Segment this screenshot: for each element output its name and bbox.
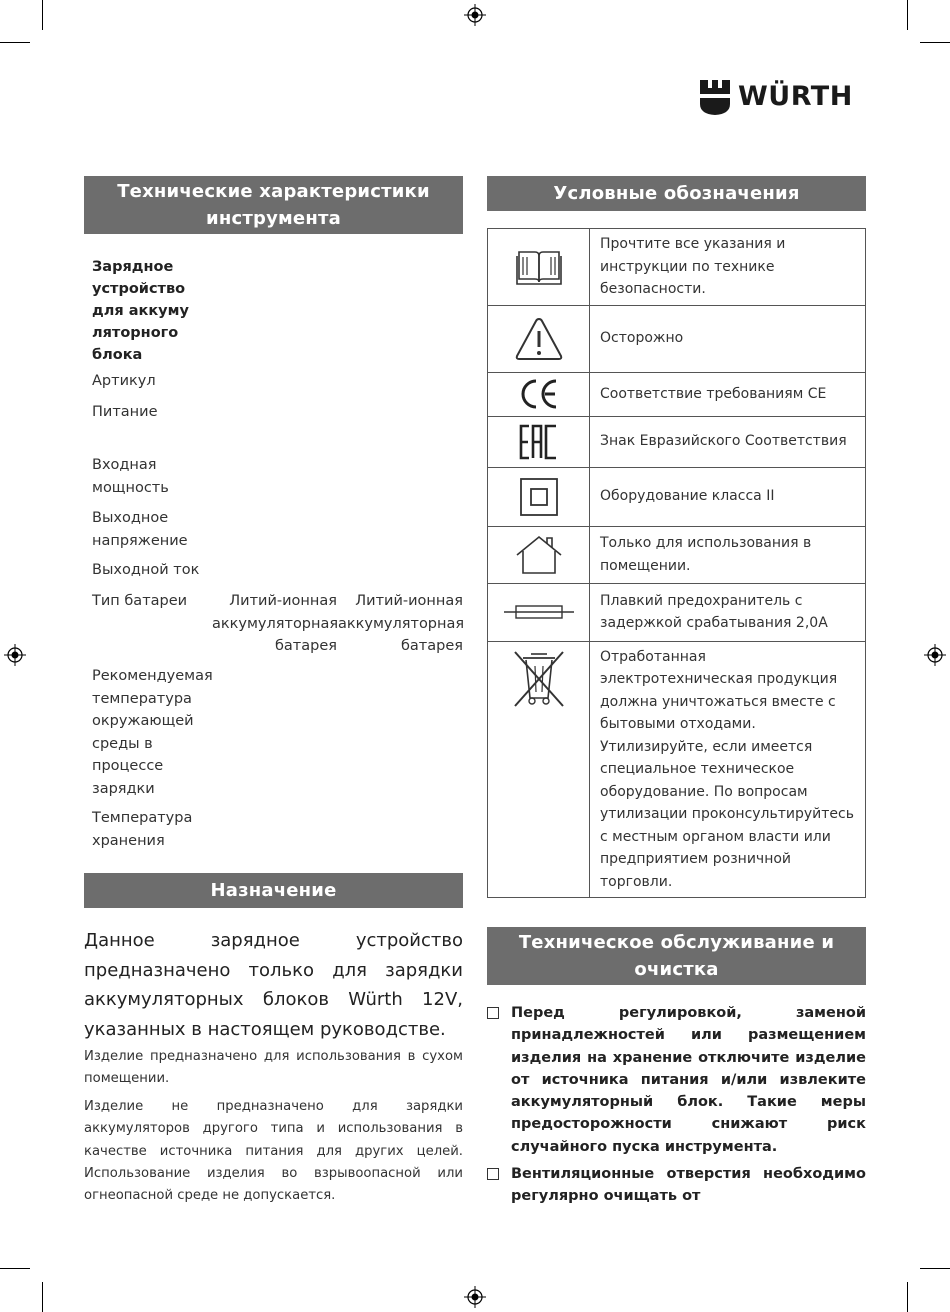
symbol-text: Отработанная электротехническая продукция должна уничтожаться вместе с бытовыми отходами. Утилизируйте, если имеется специальное техническое оборудование. По вопросам утилизации проконсультируйтесь с местным органом власти или предприятием розничной торговли. xyxy=(590,641,866,898)
specs-title xyxy=(92,256,232,366)
symbol-row xyxy=(488,526,866,583)
spec-label-article: Артикул xyxy=(92,373,156,389)
symbol-text: Соответствие требованиям CE xyxy=(590,372,866,416)
crop-mark xyxy=(0,42,30,43)
maintenance-header-text: Техническое обслуживание и очистка xyxy=(518,932,835,980)
specs-title-line: устройство xyxy=(92,281,186,297)
purpose-lead-line: предназначено только для зарядки xyxy=(84,959,463,981)
symbol-row xyxy=(488,583,866,641)
symbols-table xyxy=(487,228,866,898)
purpose-header xyxy=(84,873,463,908)
specs-header-text: Технические характеристики инструмента xyxy=(117,181,430,229)
crop-mark xyxy=(907,1282,908,1312)
maintenance-bullet xyxy=(487,1163,866,1213)
symbol-text: Плавкий предохранитель с задержкой срабатывания 2,0A xyxy=(590,583,866,641)
symbols-header-text: Условные обозначения xyxy=(553,183,800,204)
spec-label-output-voltage: Выходное напряжение xyxy=(92,510,188,549)
fuse-icon xyxy=(504,602,574,622)
crop-mark xyxy=(42,1282,43,1312)
brand-name: WÜRTH xyxy=(738,81,853,112)
battery-value-2: Литий-ионная аккумуляторная батарея xyxy=(338,593,465,654)
purpose-lead-line: указанных в настоящем руководстве. xyxy=(84,1018,446,1040)
brand-logo xyxy=(698,78,868,118)
specs-title-line: для аккуму xyxy=(92,303,189,319)
house-icon xyxy=(515,535,563,575)
maintenance-header xyxy=(487,927,866,985)
purpose-header-text: Назначение xyxy=(210,880,337,901)
battery-value-1: Литий-ионная аккумуляторная батарея xyxy=(212,593,339,654)
maintenance-bullet xyxy=(487,1002,866,1162)
symbol-text: Оборудование класса II xyxy=(590,467,866,526)
crop-mark xyxy=(42,0,43,30)
spec-label-storage-temp: Температура хранения xyxy=(92,810,193,849)
eac-mark-icon xyxy=(519,424,559,460)
book-icon xyxy=(515,248,563,286)
purpose-lead-line: аккумуляторных блоков Würth 12V, xyxy=(84,989,463,1010)
registration-mark-icon xyxy=(924,644,946,666)
checkbox-icon xyxy=(487,1168,499,1180)
registration-mark-icon xyxy=(4,644,26,666)
crop-mark xyxy=(920,1268,950,1269)
spec-label-battery-type: Тип батареи xyxy=(92,593,188,609)
symbol-row xyxy=(488,467,866,526)
crop-mark xyxy=(0,1268,30,1269)
spec-label-power: Питание xyxy=(92,404,158,420)
specs-title-line: ляторного xyxy=(92,325,179,341)
crop-mark xyxy=(907,0,908,30)
purpose-lead xyxy=(84,926,463,1044)
symbol-text: Знак Евразийского Соответствия xyxy=(590,416,866,467)
symbol-row xyxy=(488,305,866,372)
purpose-paragraph-2: Изделие не предназначено для зарядки аккумуляторов другого типа и использования в качестве источника питания для других целей. Использование изделия во взрывоопасной или огнеопасной среде не допускается. xyxy=(84,1099,463,1204)
crop-mark xyxy=(920,42,950,43)
registration-mark-icon xyxy=(464,4,486,26)
class2-icon xyxy=(519,477,559,517)
symbol-row xyxy=(488,229,866,306)
specs-header xyxy=(84,176,463,234)
weee-bin-icon xyxy=(509,648,569,710)
maintenance-bullet-text: Перед регулировкой, заменой принадлежностей или размещением изделия на хранение отключите изделие от источника питания и/или извлеките аккумуляторный блок. Такие меры предосторожности снижают риск случайного пуска инструмента. xyxy=(511,1005,866,1155)
registration-mark-icon xyxy=(464,1286,486,1308)
symbol-text: Осторожно xyxy=(590,305,866,372)
checkbox-icon xyxy=(487,1007,499,1019)
spec-label-input-power: Входная мощность xyxy=(92,457,169,496)
spec-label-output-current: Выходной ток xyxy=(92,562,200,578)
warning-icon xyxy=(514,316,564,362)
symbols-header xyxy=(487,176,866,211)
symbol-row xyxy=(488,372,866,416)
maintenance-bullet-text: Вентиляционные отверстия необходимо регулярно очищать от xyxy=(511,1166,866,1205)
symbol-text: Только для использования в помещении. xyxy=(590,526,866,583)
spec-label-charge-temp: Рекомендуемая температура окружающей среды в процессе зарядки xyxy=(92,668,213,797)
symbol-text: Прочтите все указания и инструкции по технике безопасности. xyxy=(590,229,866,306)
symbol-row xyxy=(488,641,866,898)
symbol-row xyxy=(488,416,866,467)
purpose-lead-line: Данное зарядное устройство xyxy=(84,930,463,951)
wurth-emblem-icon xyxy=(698,78,732,116)
specs-title-line: Зарядное xyxy=(92,259,174,275)
specs-title-line: блока xyxy=(92,347,143,363)
purpose-paragraph-1: Изделие предназначено для использования в сухом помещении. xyxy=(84,1049,463,1087)
ce-mark-icon xyxy=(518,378,560,410)
